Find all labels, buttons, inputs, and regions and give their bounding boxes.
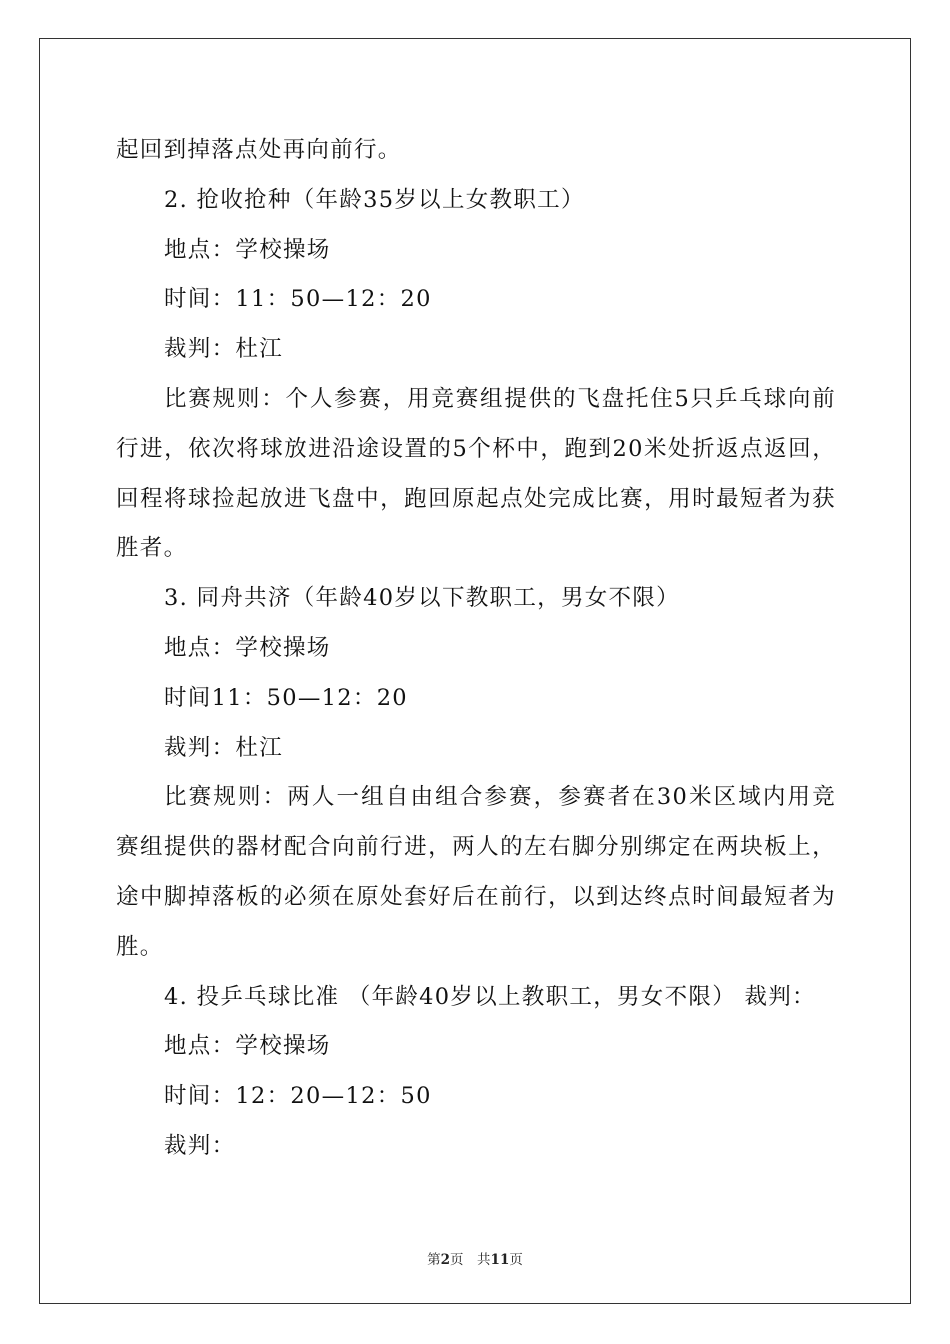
page-current: 2 [440,1252,451,1268]
referee-line: 裁判：杜江 [164,734,284,761]
location-line: 地点：学校操场 [164,1033,331,1060]
heading-item-2: 2. 抢收抢种（年龄35岁以上女教职工） [164,186,585,213]
rules-paragraph: 比赛规则：个人参赛，用竞赛组提供的飞盘托住5只乒乓球向前行进，依次将球放进沿途设置的5个杯中，跑到20米处折返点返回，回程将球捡起放进飞盘中，跑回原起点处完成比赛，用时最短者为获胜者。 [116,385,836,562]
page-prefix: 第 [427,1252,441,1268]
time-line: 时间：11：50—12：20 [164,286,432,313]
page-mid: 页 共 [450,1252,491,1268]
referee-line: 裁判：杜江 [164,336,284,363]
document-body [116,126,836,1172]
rules-paragraph: 比赛规则：两人一组自由组合参赛，参赛者在30米区域内用竞赛组提供的器材配合向前行进，两人的左右脚分别绑定在两块板上，途中脚掉落板的必须在原处套好后在前行，以到达终点时间最短者为胜。 [116,784,836,960]
location-line: 地点：学校操场 [164,236,331,263]
page-total: 11 [490,1252,510,1268]
page-suffix: 页 [509,1252,523,1268]
location-line: 地点：学校操场 [164,634,331,661]
referee-line: 裁判： [164,1132,236,1159]
heading-item-4: 4. 投乒乓球比准 （年龄40岁以上教职工，男女不限） 裁判： [164,983,816,1010]
heading-item-3: 3. 同舟共济（年龄40岁以下教职工，男女不限） [164,585,680,612]
time-line: 时间11：50—12：20 [164,684,408,711]
paragraph: 起回到掉落点处再向前行。 [116,137,402,163]
page-footer [0,1248,950,1268]
time-line: 时间：12：20—12：50 [164,1083,432,1110]
